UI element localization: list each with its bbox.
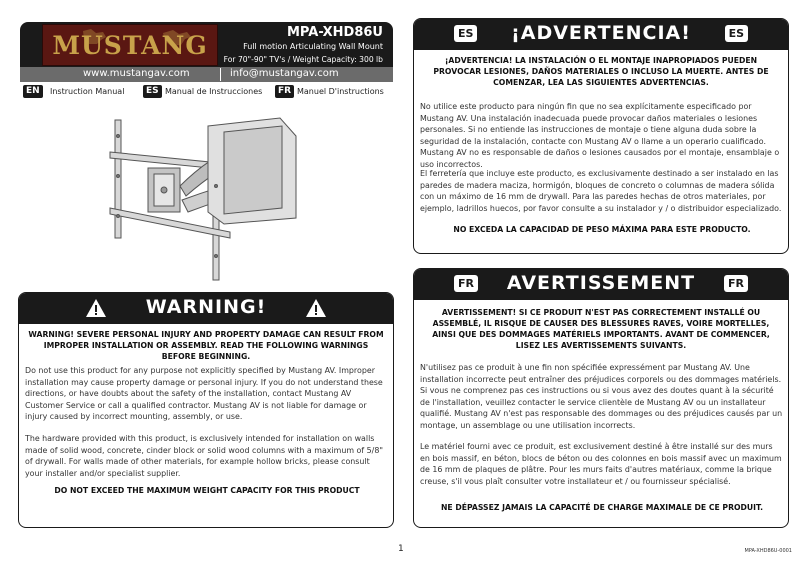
lang-label-en: Instruction Manual — [50, 87, 125, 96]
email-link[interactable]: info@mustangav.com — [230, 68, 339, 79]
warning-es-footer: NO EXCEDA LA CAPACIDAD DE PESO MÁXIMA PARA ESTE PRODUCTO. — [453, 225, 751, 234]
warning-en-header — [19, 293, 393, 324]
warning-en-paragraph-1: Do not use this product for any purpose not explicitly specified by Mustang AV. Improper installation may cause property damage or personal injury. If you do not understand these directions, or have doubts about the safety of the installation, contact Mustang AV Customer Service or call a qualified contractor. Mustang AV is not liable for damage or injury caused by incorrect mounting, assembly, or use. — [25, 366, 383, 421]
document-code: MPA-XHD86U-0001 — [744, 548, 792, 554]
lang-tag-es: ES — [143, 85, 162, 98]
warning-en-paragraph-2: The hardware provided with this product, is exclusively intended for installation on walls made of solid wood, concrete, cinder block or solid wood columns with a maximum of 5/8" of drywall. For walls made of other materials, for example hollow bricks, please consult your installer and/or specialist supplier. — [25, 434, 383, 478]
lang-tag-fr: FR — [275, 85, 294, 98]
brand-header — [20, 22, 393, 68]
warning-es-panel — [413, 18, 789, 254]
warning-triangle-icon — [305, 298, 327, 318]
logo-text: MUSTANG — [52, 31, 208, 60]
warning-es-header — [414, 19, 788, 50]
language-index — [20, 85, 393, 99]
warning-es-lead: ¡ADVERTENCIA! LA INSTALACIÓN O EL MONTAJE INAPROPIADOS PUEDEN PROVOCAR LESIONES, DAÑOS MATERIALES O INCLUSO LA MUERTE. ANTES DE COMENZAR, LEA LAS SIGUIENTES ADVERTENCIAS. — [433, 56, 769, 87]
lang-tag-en: EN — [23, 85, 43, 98]
product-description: Full motion Articulating Wall Mount — [243, 42, 383, 51]
lang-label-fr: Manuel D'instructions — [297, 87, 384, 96]
warning-en-lead: WARNING! SEVERE PERSONAL INJURY AND PROPERTY DAMAGE CAN RESULT FROM IMPROPER INSTALLATION OR ASSEMBLY. READ THE FOLLOWING WARNINGS BEFORE BEGINNING. — [28, 330, 384, 361]
warning-es-paragraph-2: El ferretería que incluye este producto, es exclusivamente destinado a ser instalado en las paredes de madera maciza, hormigón, bloques de concreto o columnas de madera sólida con un máximo de 16 mm de drywall. Para las paredes hechas de otros materiales, por ejemplo, ladrillos huecos, por favor consulte a su instalador y / o distribuidor especializado. — [420, 169, 782, 213]
warning-en-footer: DO NOT EXCEED THE MAXIMUM WEIGHT CAPACITY FOR THIS PRODUCT — [54, 486, 360, 495]
warning-fr-paragraph-1: N'utilisez pas ce produit à une fin non spécifiée expressément par Mustang AV. Une installation incorrecte peut entraîner des préjudices corporels ou des dommages matériels. Si vous ne comprenez pas ces instructions ou si vous avez des doutes quant à la sécurité de l'installation, veuillez contacter le service clientèle de Mustang AV ou un installateur qualifié. Mustang AV n'est pas responsable des dommages ou des préjudices causés par un montage, un assemblage ou une utilisation incorrects. — [420, 363, 783, 430]
warning-fr-header — [414, 269, 788, 300]
wall-mount-illustration — [100, 116, 310, 282]
divider — [220, 68, 221, 81]
website-link[interactable]: www.mustangav.com — [83, 68, 190, 79]
warning-fr-footer: NE DÉPASSEZ JAMAIS LA CAPACITÉ DE CHARGE MAXIMALE DE CE PRODUIT. — [441, 503, 763, 512]
contact-bar — [20, 67, 393, 82]
lang-badge-es: ES — [725, 25, 748, 42]
warning-es-paragraph-1: No utilice este producto para ningún fin que no sea explícitamente especificado por Mustang AV. Una instalación inadecuada puede provocar daños materiales o lesiones personales. Si no entiende las instrucciones de montaje o tiene alguna duda sobre la seguridad de la instalación, contacte con Mustang AV o llame a un operario cualificado. Mustang AV no es responsable de daños o lesiones causados por el montaje, ensamblaje o uso incorrectos. — [420, 102, 780, 169]
warning-fr-title: AVERTISSEMENT — [506, 272, 696, 294]
warning-fr-lead: AVERTISSEMENT! SI CE PRODUIT N'EST PAS CORRECTEMENT INSTALLÉ OU ASSEMBLÉ, IL RISQUE DE CAUSER DES BLESSURES RAVES, VOIRE MORTELLES, AINSI QUE DES DOMMAGES MATÉRIELS IMPORTANTS. AVANT DE COMMENCER, LISEZ LES AVERTISSEMENTS SUIVANTS. — [432, 308, 770, 350]
warning-es-title: ¡ADVERTENCIA! — [511, 22, 691, 44]
warning-fr-panel — [413, 268, 789, 528]
warning-en-panel — [18, 292, 394, 528]
warning-fr-paragraph-2: Le matériel fourni avec ce produit, est exclusivement destiné à être installé sur des murs en bois massif, en béton, blocs de béton ou des colonnes en bois massif avec un maximum de 16 mm de plaques de plâtre. Pour les murs faits d'autres matériaux, comme la brique creuse, s'il vous plaît consulter votre installateur et / ou fournisseur spécialisé. — [420, 442, 782, 486]
lang-badge-fr: FR — [454, 275, 478, 292]
lang-badge-es: ES — [454, 25, 477, 42]
lang-badge-fr: FR — [724, 275, 748, 292]
product-capacity: For 70"-90" TV's / Weight Capacity: 300 lb — [223, 55, 383, 64]
mustang-logo — [42, 24, 218, 66]
lang-label-es: Manual de Instrucciones — [165, 87, 263, 96]
product-model: MPA-XHD86U — [286, 25, 383, 40]
warning-en-title: WARNING! — [145, 296, 267, 318]
page-number: 1 — [398, 544, 404, 554]
